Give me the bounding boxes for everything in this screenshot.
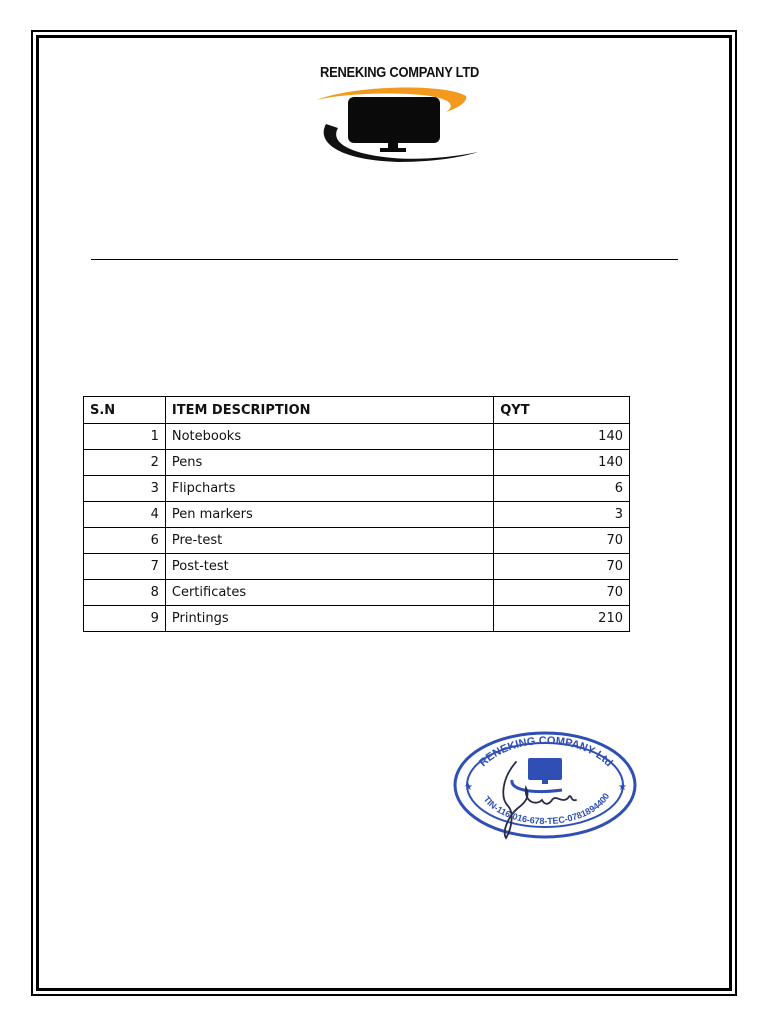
table-row xyxy=(84,580,630,606)
stamp-bottom-text: TIN-116-016-678-TEC-0781894400 xyxy=(481,791,612,827)
row-quantity: 70 xyxy=(494,554,630,580)
table-header-row xyxy=(84,397,630,424)
row-sn: 7 xyxy=(84,554,166,580)
row-sn: 6 xyxy=(84,528,166,554)
company-logo-text: RENEKING COMPANY LTD xyxy=(320,64,480,81)
svg-text:TIN-116-016-678-TEC-0781894400 xyxy=(482,791,612,826)
monitor-swoosh-icon xyxy=(308,82,480,170)
stamp-top-text: RENEKING COMPANY Ltd xyxy=(477,734,615,770)
company-stamp xyxy=(452,728,638,846)
horizontal-rule xyxy=(91,259,678,260)
row-quantity: 6 xyxy=(494,476,630,502)
stamp-seal-icon xyxy=(452,728,638,846)
row-quantity: 140 xyxy=(494,424,630,450)
row-quantity: 70 xyxy=(494,580,630,606)
row-quantity: 140 xyxy=(494,450,630,476)
row-quantity: 70 xyxy=(494,528,630,554)
table-row xyxy=(84,424,630,450)
table-row xyxy=(84,554,630,580)
row-sn: 1 xyxy=(84,424,166,450)
items-table xyxy=(83,396,630,632)
company-logo xyxy=(308,60,480,172)
row-description: Printings xyxy=(165,606,493,632)
svg-text:★: ★ xyxy=(618,782,627,793)
table-row xyxy=(84,476,630,502)
row-sn: 3 xyxy=(84,476,166,502)
table-row xyxy=(84,606,630,632)
row-quantity: 3 xyxy=(494,502,630,528)
row-description: Pens xyxy=(165,450,493,476)
row-description: Flipcharts xyxy=(165,476,493,502)
table-row xyxy=(84,528,630,554)
row-sn: 2 xyxy=(84,450,166,476)
table-row xyxy=(84,502,630,528)
row-description: Post-test xyxy=(165,554,493,580)
header-quantity: QYT xyxy=(494,397,630,424)
header-item-description: ITEM DESCRIPTION xyxy=(165,397,493,424)
row-description: Notebooks xyxy=(165,424,493,450)
row-quantity: 210 xyxy=(494,606,630,632)
table-row xyxy=(84,450,630,476)
row-sn: 9 xyxy=(84,606,166,632)
svg-text:★: ★ xyxy=(464,782,473,793)
row-sn: 8 xyxy=(84,580,166,606)
row-description: Pen markers xyxy=(165,502,493,528)
row-description: Pre-test xyxy=(165,528,493,554)
row-description: Certificates xyxy=(165,580,493,606)
header-sn: S.N xyxy=(84,397,166,424)
row-sn: 4 xyxy=(84,502,166,528)
